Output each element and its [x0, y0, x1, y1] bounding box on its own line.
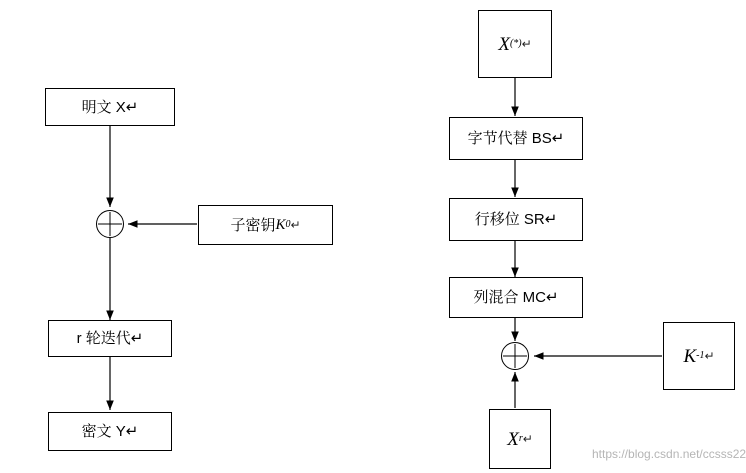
node-shift-row [449, 198, 583, 241]
node-ciphertext-label: 密文 Y↵ [81, 423, 139, 440]
node-shift-row-label: 行移位 SR↵ [474, 211, 558, 228]
node-rounds [48, 320, 172, 357]
node-key-minus1-suffix: ↵ [704, 349, 715, 363]
node-x-star-suffix: ↵ [521, 37, 532, 51]
node-byte-sub [449, 117, 583, 160]
node-x-star [478, 10, 552, 78]
xor-operator-right [501, 342, 529, 370]
node-x-r-subscript: r [518, 433, 523, 444]
node-byte-sub-label: 字节代替 BS↵ [467, 130, 565, 147]
node-subkey-subscript: 0 [285, 219, 291, 230]
node-key-minus1-var: K [683, 345, 697, 367]
node-mix-column [449, 277, 583, 318]
node-subkey-var: K [275, 216, 286, 233]
node-key-minus1 [663, 322, 735, 390]
node-subkey-suffix: ↵ [290, 218, 301, 232]
node-subkey-prefix: 子密钥 [230, 216, 276, 234]
node-key-minus1-subscript: -1 [696, 350, 705, 361]
node-x-r [489, 409, 551, 469]
node-mix-column-label: 列混合 MC↵ [473, 289, 559, 306]
watermark-text: https://blog.csdn.net/ccsss22 [592, 447, 746, 461]
node-x-r-var: X [507, 428, 519, 450]
node-plaintext-label: 明文 X↵ [81, 98, 139, 116]
node-subkey [198, 205, 333, 245]
node-x-star-var: X [498, 33, 510, 55]
xor-operator-left [96, 210, 124, 238]
node-plaintext [45, 88, 175, 126]
node-rounds-label: r 轮迭代↵ [76, 330, 144, 347]
node-x-r-suffix: ↵ [522, 432, 533, 446]
node-ciphertext [48, 412, 172, 451]
node-x-star-subscript: (*) [509, 38, 522, 49]
